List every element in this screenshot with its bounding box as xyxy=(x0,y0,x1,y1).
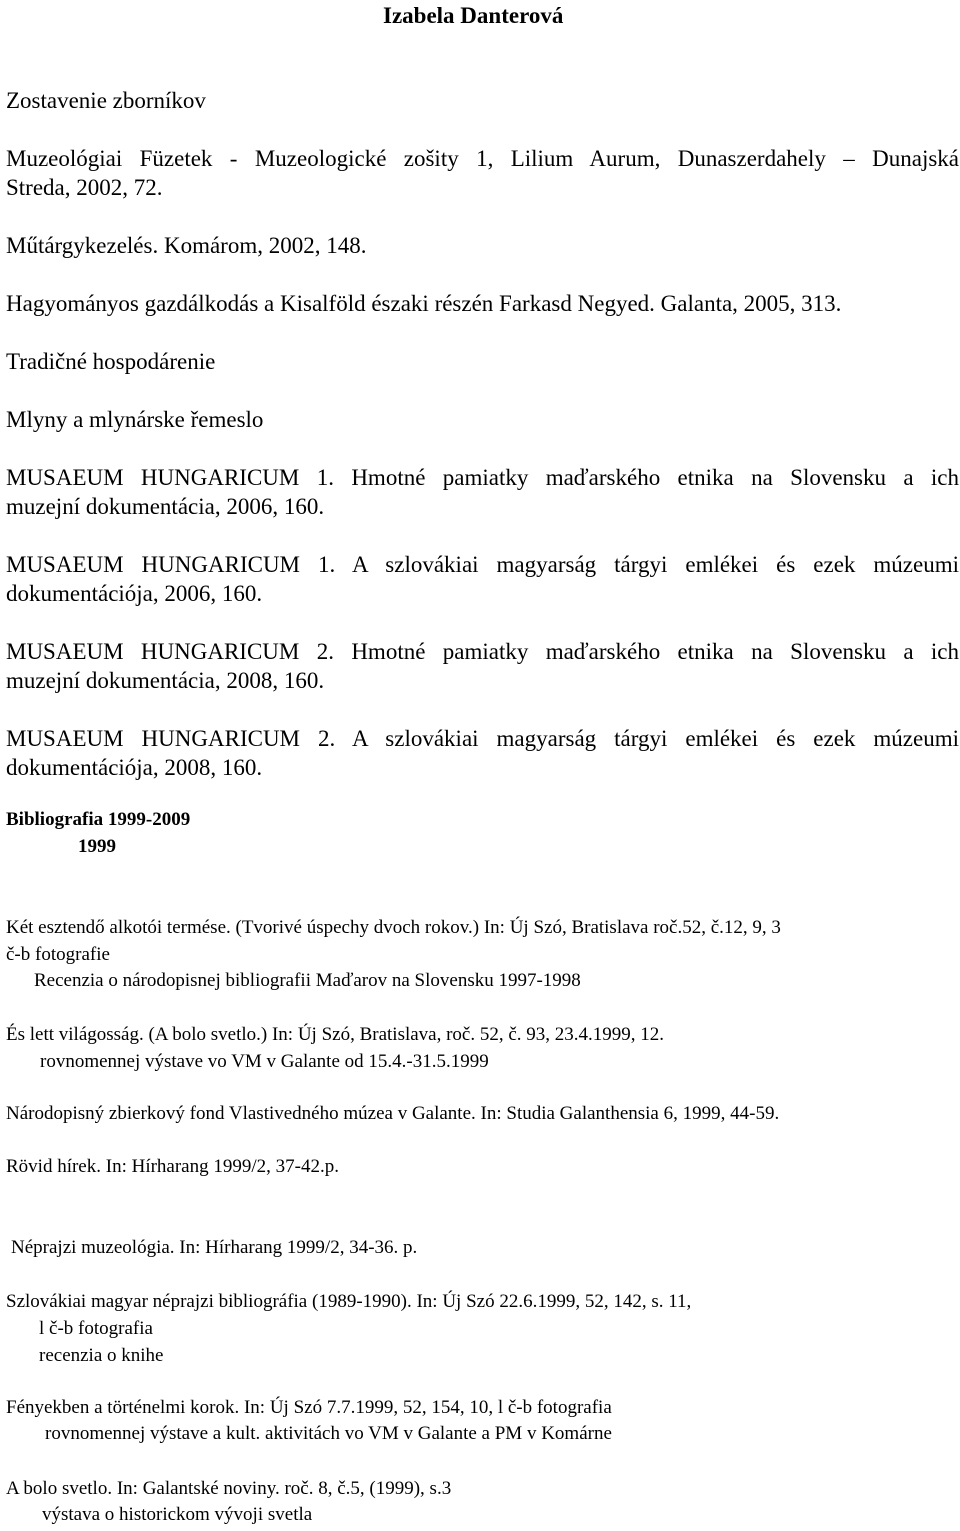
compilation-entry: MUSAEUM HUNGARICUM 1. A szlovákiai magyarság tárgyi emlékei és ezek múzeumi xyxy=(6,552,959,577)
bibliography-entry: Szlovákiai magyar néprajzi bibliográfia (1989-1990). In: Új Szó 22.6.1999, 52, 142, s. 11, xyxy=(6,1291,692,1312)
section-heading-bibliography: Bibliografia 1999-2009 xyxy=(6,809,191,830)
compilation-entry: Műtárgykezelés. Komárom, 2002, 148. xyxy=(6,233,367,258)
compilation-entry: Mlyny a mlynárske řemeslo xyxy=(6,407,264,432)
compilation-entry-continued: Streda, 2002, 72. xyxy=(6,175,163,200)
bibliography-entry-note: rovnomennej výstave a kult. aktivitách vo VM v Galante a PM v Komárne xyxy=(45,1423,612,1444)
bibliography-entry-note: výstava o historickom vývoji svetla xyxy=(42,1504,313,1525)
bibliography-entry: Fényekben a történelmi korok. In: Új Szó 7.7.1999, 52, 154, 10, l č-b fotografia xyxy=(6,1397,612,1418)
bibliography-entry-note: rovnomennej výstave vo VM v Galante od 15.4.-31.5.1999 xyxy=(40,1051,489,1072)
bibliography-entry: És lett világosság. (A bolo svetlo.) In: Új Szó, Bratislava, roč. 52, č. 93, 23.4.1999, 12. xyxy=(6,1024,665,1045)
bibliography-entry: Rövid hírek. In: Hírharang 1999/2, 37-42.p. xyxy=(6,1156,339,1177)
bibliography-entry: Néprajzi muzeológia. In: Hírharang 1999/2, 34-36. p. xyxy=(11,1237,418,1258)
author-name: Izabela Danterová xyxy=(383,3,564,28)
bibliography-entry: Két esztendő alkotói termése. (Tvorivé úspechy dvoch rokov.) In: Új Szó, Bratislava roč.52, č.12, 9, 3 xyxy=(6,917,781,938)
bibliography-entry-continued: č-b fotografie xyxy=(6,944,110,965)
bibliography-entry: Národopisný zbierkový fond Vlastivedného múzea v Galante. In: Studia Galanthensia 6, 1999, 44-59. xyxy=(6,1103,780,1124)
bibliography-entry: A bolo svetlo. In: Galantské noviny. roč. 8, č.5, (1999), s.3 xyxy=(6,1478,452,1499)
compilation-entry: Hagyományos gazdálkodás a Kisalföld északi részén Farkasd Negyed. Galanta, 2005, 313. xyxy=(6,291,842,316)
compilation-entry: Muzeológiai Füzetek - Muzeologické zošity 1, Lilium Aurum, Dunaszerdahely – Dunajská xyxy=(6,146,959,171)
compilation-entry-continued: dokumentációja, 2008, 160. xyxy=(6,755,263,780)
bibliography-entry-note: recenzia o knihe xyxy=(39,1345,164,1366)
compilation-entry: Tradičné hospodárenie xyxy=(6,349,216,374)
compilation-entry: MUSAEUM HUNGARICUM 2. Hmotné pamiatky maďarského etnika na Slovensku a ich xyxy=(6,639,959,664)
bibliography-year: 1999 xyxy=(78,836,116,857)
section-heading-compilations: Zostavenie zborníkov xyxy=(6,88,206,113)
bibliography-entry-continued: l č-b fotografia xyxy=(39,1318,153,1339)
compilation-entry: MUSAEUM HUNGARICUM 2. A szlovákiai magyarság tárgyi emlékei és ezek múzeumi xyxy=(6,726,959,751)
compilation-entry: MUSAEUM HUNGARICUM 1. Hmotné pamiatky maďarského etnika na Slovensku a ich xyxy=(6,465,959,490)
compilation-entry-continued: dokumentációja, 2006, 160. xyxy=(6,581,263,606)
compilation-entry-continued: muzejní dokumentácia, 2006, 160. xyxy=(6,494,325,519)
compilation-entry-continued: muzejní dokumentácia, 2008, 160. xyxy=(6,668,325,693)
bibliography-entry-note: Recenzia o národopisnej bibliografii Maďarov na Slovensku 1997-1998 xyxy=(34,970,581,991)
